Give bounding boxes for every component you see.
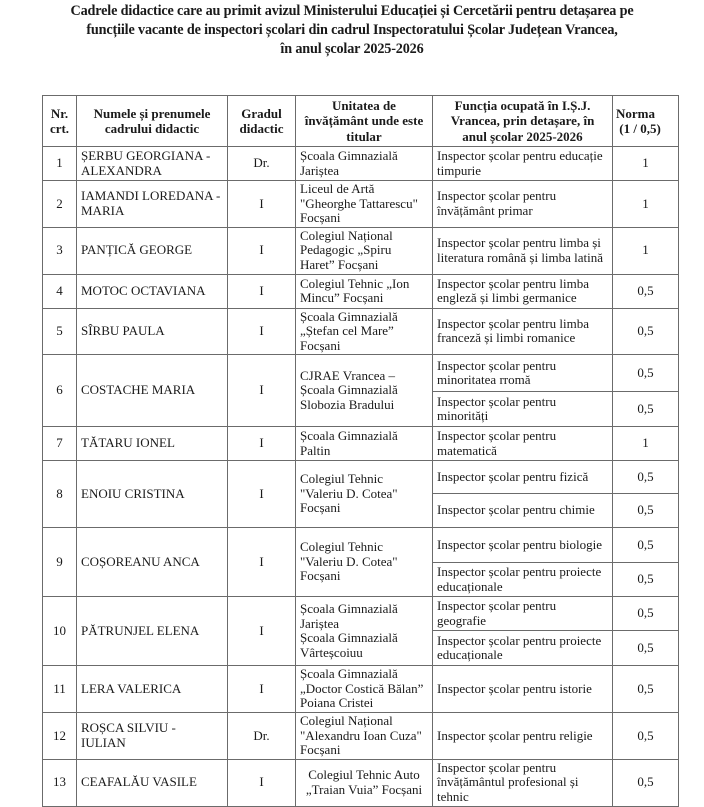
cell-grad: I [228, 597, 296, 666]
table-row [43, 713, 679, 760]
table-row [43, 461, 679, 494]
cell-grad: I [228, 666, 296, 713]
table-row [43, 355, 679, 392]
cell-grad: I [228, 528, 296, 597]
cell-nr: 12 [43, 713, 77, 760]
cell-norma: 0,5 [613, 355, 679, 392]
table-row [43, 227, 679, 274]
cell-nr: 1 [43, 147, 77, 181]
cell-nume: ȘERBU GEORGIANA - ALEXANDRA [77, 147, 228, 181]
cell-functia: Inspector școlar pentru limba și literatura română și limba latină [433, 227, 613, 274]
table-row [43, 666, 679, 713]
cell-norma: 0,5 [613, 494, 679, 528]
cell-norma: 0,5 [613, 713, 679, 760]
cell-functia: Inspector școlar pentru religie [433, 713, 613, 760]
cell-nr: 3 [43, 227, 77, 274]
cell-norma: 1 [613, 181, 679, 228]
cell-functia: Inspector școlar pentru educație timpurie [433, 147, 613, 181]
table-row [43, 308, 679, 355]
cell-unitate: Școala Gimnazială Jariștea [296, 147, 433, 181]
header-functia: Funcția ocupată în I.Ș.J. Vrancea, prin detașare, în anul școlar 2025-2026 [433, 96, 613, 147]
document-title [0, 2, 704, 59]
cell-norma: 0,5 [613, 597, 679, 631]
cell-grad: Dr. [228, 147, 296, 181]
cell-functia: Inspector școlar pentru istorie [433, 666, 613, 713]
cell-nume: PANȚICĂ GEORGE [77, 227, 228, 274]
cell-grad: I [228, 427, 296, 461]
cell-nr: 2 [43, 181, 77, 228]
cell-nume: CEAFALĂU VASILE [77, 759, 228, 806]
cell-nr: 4 [43, 274, 77, 308]
cell-unitate: Colegiul Tehnic "Valeriu D. Cotea" Focșani [296, 461, 433, 528]
title-line-2: funcțiile vacante de inspectori școlari din cadrul Inspectoratului Școlar Județean Vrancea, [86, 22, 618, 38]
cell-nr: 6 [43, 355, 77, 427]
cell-nr: 9 [43, 528, 77, 597]
header-nr: Nr. crt. [43, 96, 77, 147]
cell-nume: COȘOREANU ANCA [77, 528, 228, 597]
cell-functia: Inspector școlar pentru minorități [433, 392, 613, 427]
table-row [43, 597, 679, 631]
cell-functia: Inspector școlar pentru geografie [433, 597, 613, 631]
cell-nume: IAMANDI LOREDANA - MARIA [77, 181, 228, 228]
cell-norma: 0,5 [613, 461, 679, 494]
cell-nr: 13 [43, 759, 77, 806]
header-unitate: Unitatea de învățământ unde este titular [296, 96, 433, 147]
cell-functia: Inspector școlar pentru învățământ primar [433, 181, 613, 228]
cell-grad: I [228, 227, 296, 274]
table-row [43, 759, 679, 806]
cell-nume: ROȘCA SILVIU - IULIAN [77, 713, 228, 760]
title-line-1: Cadrele didactice care au primit avizul Ministerului Educației și Cercetării pentru detașarea pe [70, 3, 634, 19]
table-header-row [43, 96, 679, 147]
cell-norma: 0,5 [613, 631, 679, 666]
table-row [43, 274, 679, 308]
cell-functia: Inspector școlar pentru proiecte educaționale [433, 563, 613, 597]
cell-unitate: Școala Gimnazială „Ștefan cel Mare” Focșani [296, 308, 433, 355]
cell-grad: I [228, 308, 296, 355]
cell-norma: 1 [613, 427, 679, 461]
header-norma: Norma (1 / 0,5) [613, 96, 679, 147]
cell-nume: MOTOC OCTAVIANA [77, 274, 228, 308]
cell-functia: Inspector școlar pentru matematică [433, 427, 613, 461]
cell-unitate: Școala Gimnazială Paltin [296, 427, 433, 461]
table-row [43, 528, 679, 563]
cell-grad: I [228, 461, 296, 528]
header-nume: Numele și prenumele cadrului didactic [77, 96, 228, 147]
table-row [43, 427, 679, 461]
cell-grad: Dr. [228, 713, 296, 760]
cell-unitate: Școala Gimnazială „Doctor Costică Bălan” Poiana Cristei [296, 666, 433, 713]
cell-norma: 1 [613, 147, 679, 181]
cell-norma: 0,5 [613, 274, 679, 308]
cell-nume: LERA VALERICA [77, 666, 228, 713]
cell-functia: Inspector școlar pentru fizică [433, 461, 613, 494]
cell-functia: Inspector școlar pentru chimie [433, 494, 613, 528]
cell-nume: ENOIU CRISTINA [77, 461, 228, 528]
cell-functia: Inspector școlar pentru proiecte educaționale [433, 631, 613, 666]
header-grad: Gradul didactic [228, 96, 296, 147]
cell-functia: Inspector școlar pentru minoritatea rromă [433, 355, 613, 392]
cell-grad: I [228, 759, 296, 806]
cell-unitate: Liceul de Artă "Gheorghe Tattarescu" Focșani [296, 181, 433, 228]
cell-unitate: Colegiul Național "Alexandru Ioan Cuza" Focșani [296, 713, 433, 760]
cell-nr: 8 [43, 461, 77, 528]
cell-unitate: Școala Gimnazială Jariștea Școala Gimnazială Vârteșcoiuu [296, 597, 433, 666]
cell-norma: 0,5 [613, 392, 679, 427]
cell-unitate: Colegiul Tehnic „Ion Mincu” Focșani [296, 274, 433, 308]
cell-grad: I [228, 355, 296, 427]
cell-nr: 7 [43, 427, 77, 461]
cell-functia: Inspector școlar pentru limba engleză și limbi germanice [433, 274, 613, 308]
cell-norma: 0,5 [613, 759, 679, 806]
cell-norma: 1 [613, 227, 679, 274]
table-row [43, 147, 679, 181]
cell-grad: I [228, 274, 296, 308]
inspectors-table [42, 95, 679, 807]
cell-nr: 5 [43, 308, 77, 355]
cell-functia: Inspector școlar pentru biologie [433, 528, 613, 563]
cell-norma: 0,5 [613, 528, 679, 563]
cell-norma: 0,5 [613, 563, 679, 597]
title-line-3: în anul școlar 2025-2026 [280, 41, 424, 57]
cell-nume: COSTACHE MARIA [77, 355, 228, 427]
cell-functia: Inspector școlar pentru limba franceză și limbi romanice [433, 308, 613, 355]
cell-nume: TĂTARU IONEL [77, 427, 228, 461]
cell-norma: 0,5 [613, 308, 679, 355]
cell-functia: Inspector școlar pentru învățământul profesional și tehnic [433, 759, 613, 806]
cell-unitate: Colegiul Național Pedagogic „Spiru Haret” Focșani [296, 227, 433, 274]
cell-nr: 10 [43, 597, 77, 666]
cell-unitate: Colegiul Tehnic "Valeriu D. Cotea" Focșani [296, 528, 433, 597]
cell-unitate: CJRAE Vrancea – Școala Gimnazială Slobozia Bradului [296, 355, 433, 427]
table-row [43, 181, 679, 228]
cell-grad: I [228, 181, 296, 228]
cell-unitate: Colegiul Tehnic Auto „Traian Vuia” Focșani [296, 759, 433, 806]
cell-nume: PĂTRUNJEL ELENA [77, 597, 228, 666]
cell-nume: SÎRBU PAULA [77, 308, 228, 355]
cell-norma: 0,5 [613, 666, 679, 713]
cell-nr: 11 [43, 666, 77, 713]
